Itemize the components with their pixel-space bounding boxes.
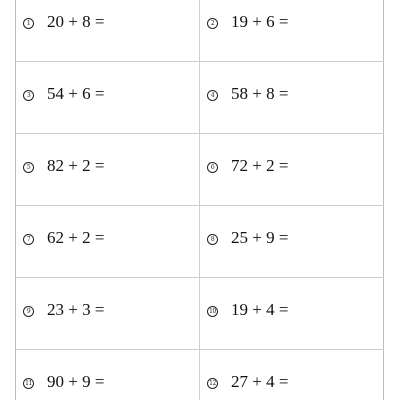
problem-cell-11 — [16, 350, 200, 400]
problem-expression: 72 + 2 = — [231, 156, 289, 175]
problem-cell-6 — [200, 134, 384, 206]
problem-number-badge: 10 — [207, 306, 218, 317]
problem-expression: 23 + 3 = — [47, 300, 105, 319]
problem-cell-8 — [200, 206, 384, 278]
problem-cell-7 — [16, 206, 200, 278]
problem-expression: 27 + 4 = — [231, 372, 289, 391]
problem-cell-1 — [16, 0, 200, 62]
problem-expression: 62 + 2 = — [47, 228, 105, 247]
problem-expression: 58 + 8 = — [231, 84, 289, 103]
problem-number-badge: 1 — [23, 18, 34, 29]
problem-expression: 19 + 4 = — [231, 300, 289, 319]
problem-cell-2 — [200, 0, 384, 62]
problem-number-badge: 4 — [207, 90, 218, 101]
problem-expression: 54 + 6 = — [47, 84, 105, 103]
problem-expression: 20 + 8 = — [47, 12, 105, 31]
problem-expression: 19 + 6 = — [231, 12, 289, 31]
problem-number-badge: 8 — [207, 234, 218, 245]
problem-number-badge: 12 — [207, 378, 218, 389]
worksheet-sheet — [15, 0, 384, 400]
problem-number-badge: 6 — [207, 162, 218, 173]
problem-cell-4 — [200, 62, 384, 134]
problem-number-badge: 5 — [23, 162, 34, 173]
problem-grid — [16, 0, 383, 400]
problem-cell-3 — [16, 62, 200, 134]
problem-cell-12 — [200, 350, 384, 400]
problem-number-badge: 2 — [207, 18, 218, 29]
problem-expression: 82 + 2 = — [47, 156, 105, 175]
problem-expression: 90 + 9 = — [47, 372, 105, 391]
problem-number-badge: 9 — [23, 306, 34, 317]
problem-number-badge: 11 — [23, 378, 34, 389]
problem-number-badge: 3 — [23, 90, 34, 101]
problem-cell-9 — [16, 278, 200, 350]
problem-cell-5 — [16, 134, 200, 206]
problem-number-badge: 7 — [23, 234, 34, 245]
problem-cell-10 — [200, 278, 384, 350]
problem-expression: 25 + 9 = — [231, 228, 289, 247]
